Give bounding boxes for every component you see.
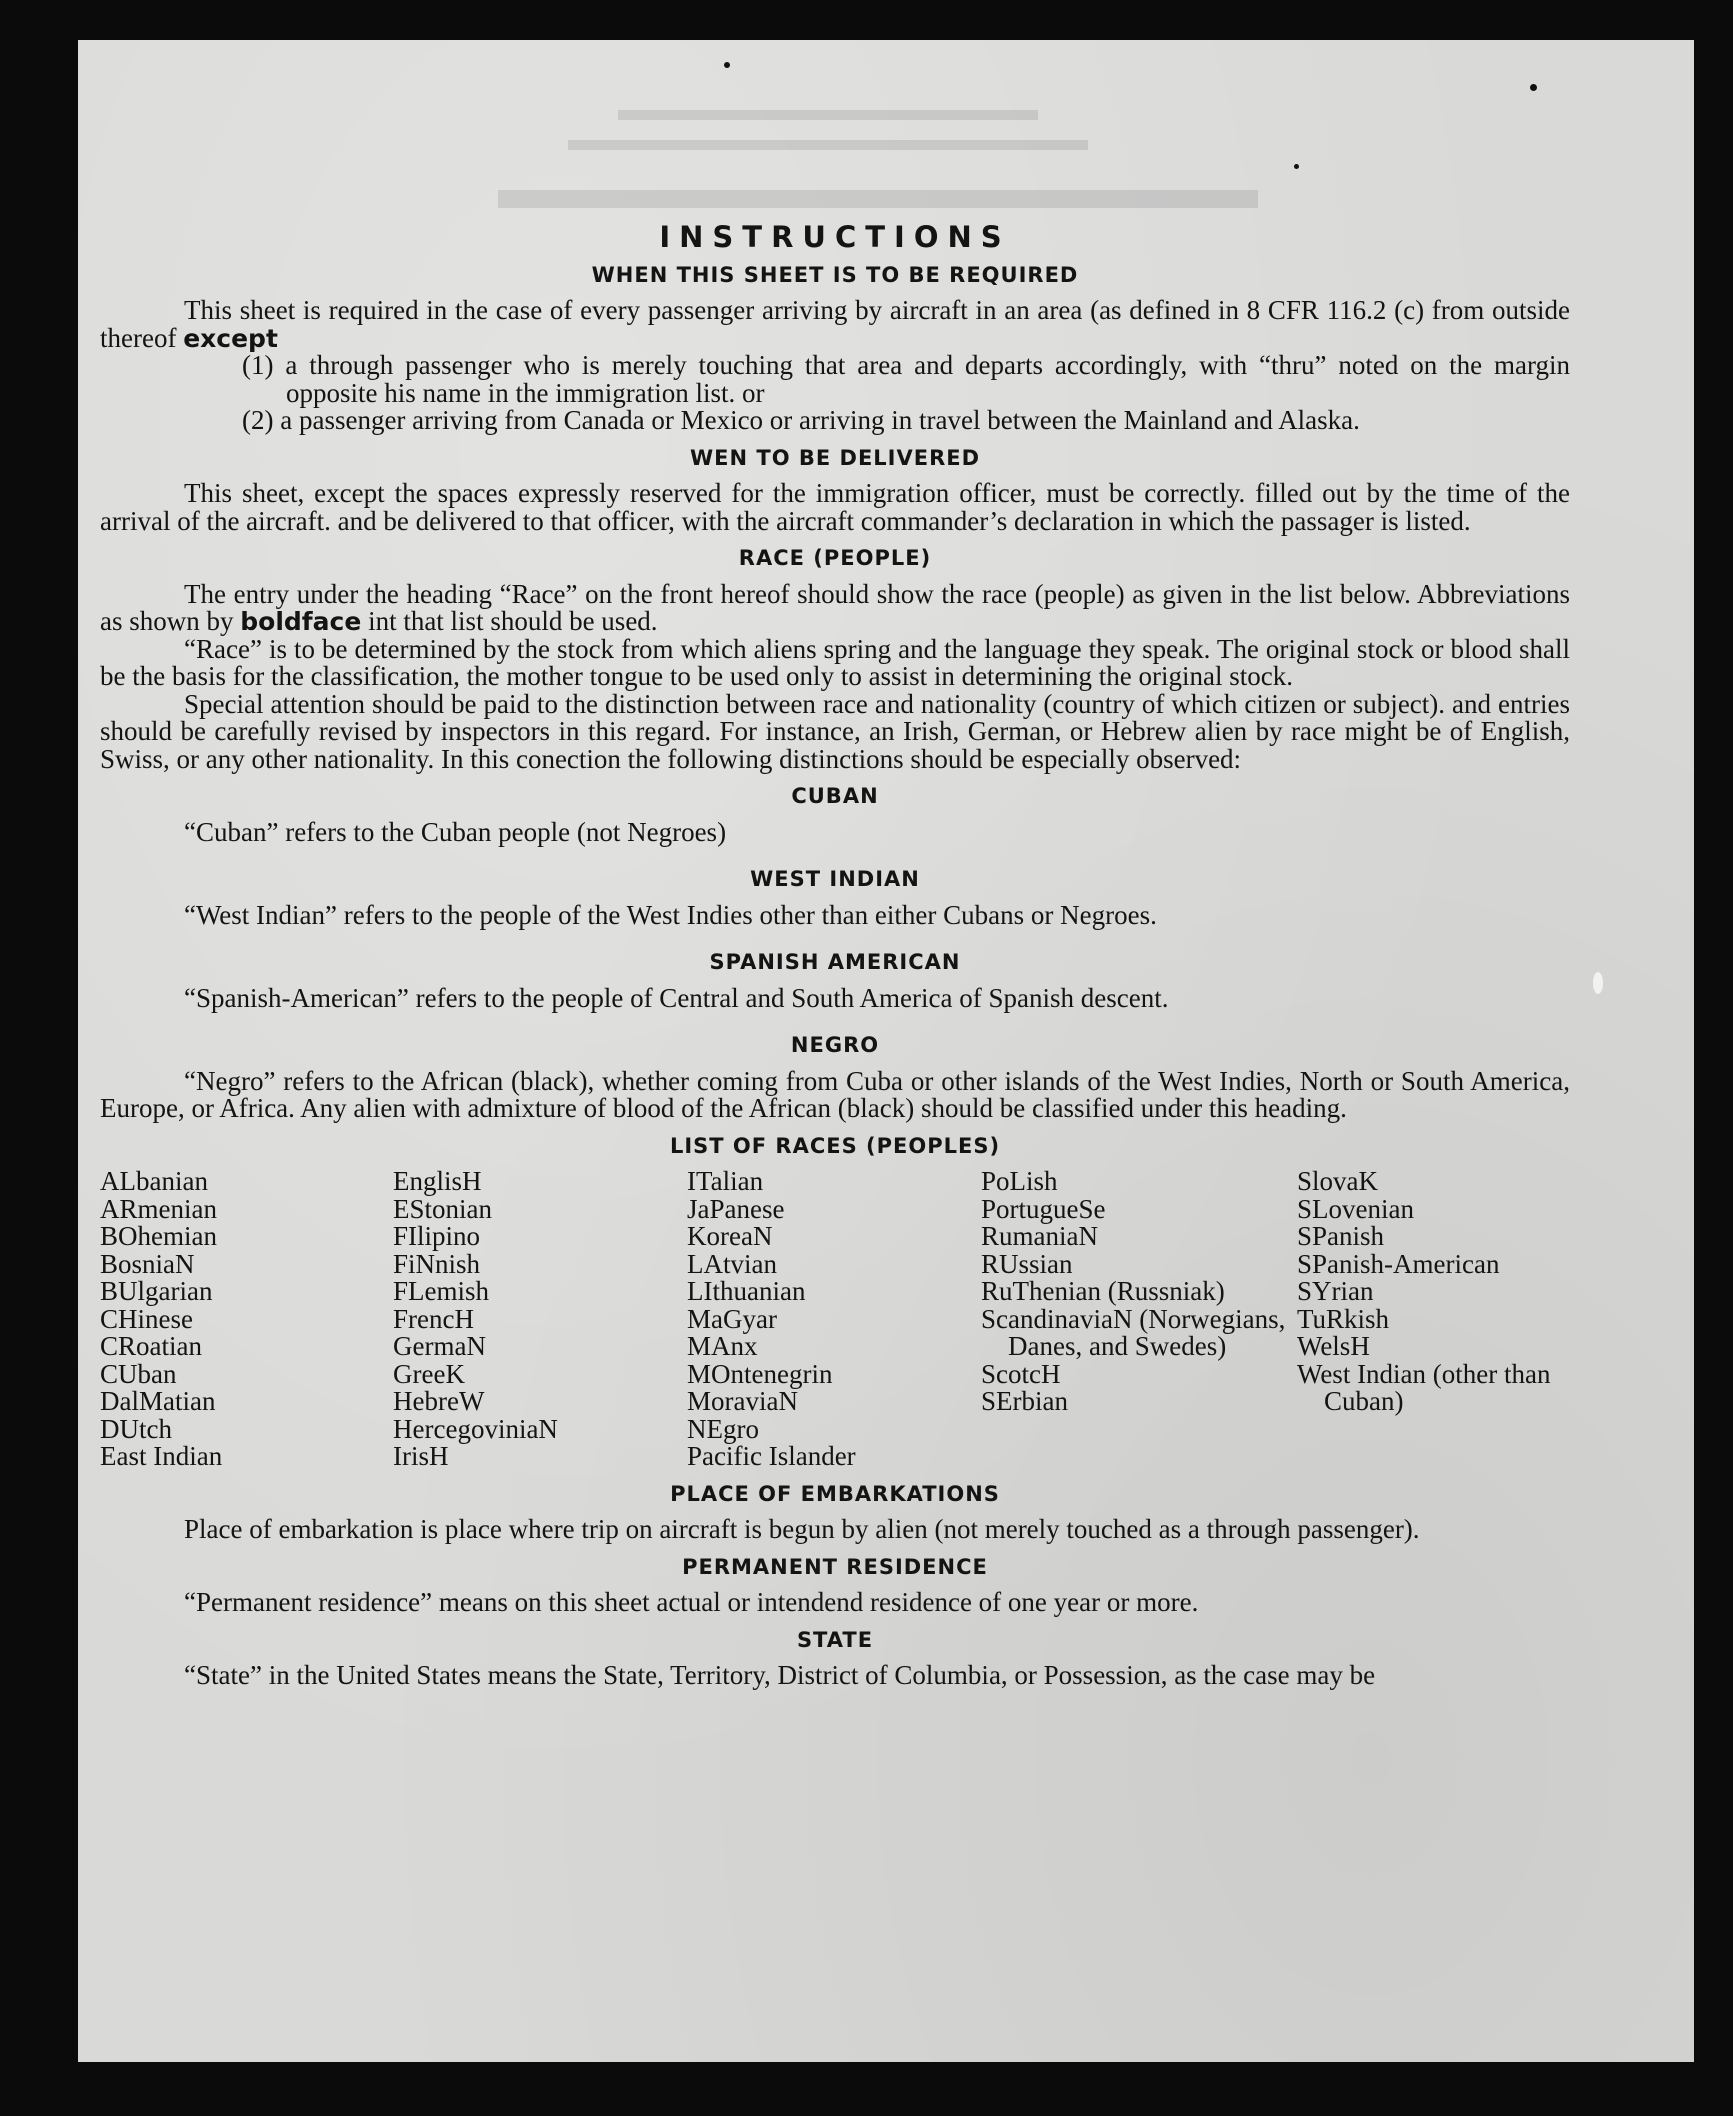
list-item: RUssian (981, 1248, 1073, 1279)
paragraph-state: “State” in the United States means the State, Territory, District of Columbia, or Possession, as the case may be (184, 1660, 1376, 1690)
list-item: CHinese (100, 1303, 193, 1334)
page-title: INSTRUCTIONS (659, 220, 1011, 254)
document-page (78, 40, 1694, 2062)
emphasis-boldface: boldface (240, 607, 362, 636)
list-item: ITalian (687, 1166, 764, 1196)
section-heading-spanish-american: SPANISH AMERICAN (709, 950, 961, 974)
section-heading-permanent-residence: PERMANENT RESIDENCE (682, 1554, 988, 1579)
race-column (100, 1168, 393, 1471)
race-column (393, 1168, 687, 1471)
paragraph-west-indian: “West Indian” refers to the people of the West Indies other than either Cubans or Negroes. (184, 899, 1157, 930)
list-item: RuThenian (Russniak) (981, 1276, 1225, 1306)
list-item: BosniaN (100, 1248, 195, 1279)
list-item: HebreW (393, 1386, 485, 1416)
list-item: SPanish (1297, 1221, 1385, 1251)
race-column (687, 1168, 981, 1471)
section-heading-list-of-races: LIST OF RACES (PEOPLES) (669, 1133, 1001, 1158)
list-item: EnglisH (393, 1166, 482, 1196)
list-item: MOntenegrin (687, 1358, 833, 1389)
list-item: FIlipino (393, 1221, 481, 1251)
list-item: GermaN (393, 1331, 486, 1361)
list-item: JaPanese (687, 1193, 785, 1224)
section-heading-west-indian: WEST INDIAN (750, 867, 920, 891)
list-item: West Indian (other than Cuban) (1297, 1358, 1551, 1416)
list-item: IrisH (393, 1441, 449, 1471)
list-item: MAnx (687, 1331, 758, 1361)
list-item: WelsH (1297, 1331, 1370, 1361)
section-heading-state: STATE (796, 1627, 874, 1652)
list-item: SYrian (1297, 1276, 1374, 1306)
list-item: BUlgarian (100, 1276, 213, 1306)
section-heading-when-delivered: WEN TO BE DELIVERED (689, 445, 981, 470)
list-item: SlovaK (1297, 1166, 1378, 1196)
paragraph-spanish-american: “Spanish-American” refers to the people of Central and South America of Spanish descent. (184, 982, 1169, 1013)
list-item: BOhemian (100, 1221, 217, 1251)
list-item: RumaniaN (981, 1221, 1098, 1251)
paragraph-when-delivered: This sheet, except the spaces expressly reserved for the immigration officer, must be correctly. filled out by the time of the arrival of the aircraft. and be delivered to that officer, with the aircraft commander’s declaration in which the passager is listed. (100, 478, 1570, 536)
list-item: MaGyar (687, 1303, 777, 1334)
list-item: ScotcH (981, 1358, 1061, 1389)
list-item: (2) a passenger arriving from Canada or Mexico or arriving in travel between the Mainland and Alaska. (242, 405, 1360, 435)
list-item: LIthuanian (687, 1276, 806, 1306)
list-item: SPanish-American (1297, 1248, 1500, 1279)
race-column (981, 1168, 1297, 1471)
list-item: LAtvian (687, 1248, 777, 1279)
list-item: FrencH (393, 1303, 474, 1334)
paragraph-race-3: Special attention should be paid to the distinction between race and nationality (country of which citizen or subject). and entries should be carefully revised by inspectors in this regard. For instance, an Irish, German, or Hebrew alien by race might be of English, Swiss, or any other nationality. In this conection the following distinctions should be especially observed: (100, 688, 1570, 774)
list-item: Pacific Islander (687, 1441, 856, 1471)
list-item: KoreaN (687, 1221, 773, 1251)
list-item: DalMatian (100, 1386, 216, 1416)
scan-speck (1530, 84, 1537, 91)
race-list (100, 1168, 1570, 1471)
list-item: HercegoviniaN (393, 1413, 558, 1444)
list-item: NEgro (687, 1413, 759, 1444)
list-item: CRoatian (100, 1331, 202, 1361)
list-item: PoLish (981, 1166, 1058, 1196)
list-item: FLemish (393, 1276, 490, 1306)
list-item: ALbanian (100, 1166, 208, 1196)
section-heading-place-of-embarkation: PLACE OF EMBARKATIONS (670, 1481, 1000, 1506)
list-item: SErbian (981, 1386, 1068, 1416)
section-heading-negro: NEGRO (790, 1033, 880, 1057)
list-item: CUban (100, 1358, 177, 1389)
list-item: DUtch (100, 1413, 172, 1444)
list-item: ScandinaviaN (Norwegians, Danes, and Swedes) (981, 1303, 1286, 1361)
section-heading-when-required: WHEN THIS SHEET IS TO BE REQUIRED (591, 262, 1079, 287)
paragraph-cuban: “Cuban” refers to the Cuban people (not Negroes) (184, 816, 727, 847)
scan-speck (724, 62, 730, 68)
paragraph-permanent-residence: “Permanent residence” means on this sheet actual or intendend residence of one year or more. (184, 1587, 1199, 1617)
instructions-content (100, 180, 1570, 1690)
list-item: PortugueSe (981, 1193, 1106, 1224)
list-item: MoraviaN (687, 1386, 798, 1416)
paragraph-when-required: This sheet is required in the case of every passenger arriving by aircraft in an area (as defined in 8 CFR 116.2 (c) from outside thereof except (100, 295, 1570, 353)
list-item: TuRkish (1297, 1303, 1390, 1334)
list-item: ARmenian (100, 1193, 217, 1224)
list-item: EStonian (393, 1193, 492, 1224)
paragraph-negro: “Negro” refers to the African (black), whether coming from Cuba or other islands of the West Indies, North or South America, Europe, or Africa. Any alien with admixture of blood of the African (black) should be classified under this heading. (100, 1065, 1570, 1123)
section-heading-race: RACE (PEOPLE) (738, 546, 932, 570)
list-item: GreeK (393, 1358, 465, 1389)
list-item: SLovenian (1297, 1193, 1414, 1224)
list-item: (1) a through passenger who is merely touching that area and departs accordingly, with “thru” noted on the margin opposite his name in the immigration list. or (242, 350, 1570, 408)
race-column (1297, 1168, 1567, 1471)
scan-speck (1294, 164, 1299, 169)
emphasis-except: except (183, 323, 278, 353)
section-heading-cuban: CUBAN (791, 784, 879, 808)
paragraph-race-1: The entry under the heading “Race” on the front hereof should show the race (people) as given in the list below. Abbreviations as shown by boldface int that list should be used. (100, 578, 1570, 636)
paragraph-race-2: “Race” is to be determined by the stock from which aliens spring and the language they speak. The original stock or blood shall be the basis for the classification, the mother tongue to be used only to assist in determining the original stock. (100, 633, 1570, 691)
scan-blot (1593, 972, 1603, 994)
paragraph-place-of-embarkation: Place of embarkation is place where trip on aircraft is begun by alien (not merely touched as a through passenger). (184, 1514, 1420, 1544)
list-item: East Indian (100, 1441, 223, 1471)
list-item: FiNnish (393, 1248, 481, 1279)
